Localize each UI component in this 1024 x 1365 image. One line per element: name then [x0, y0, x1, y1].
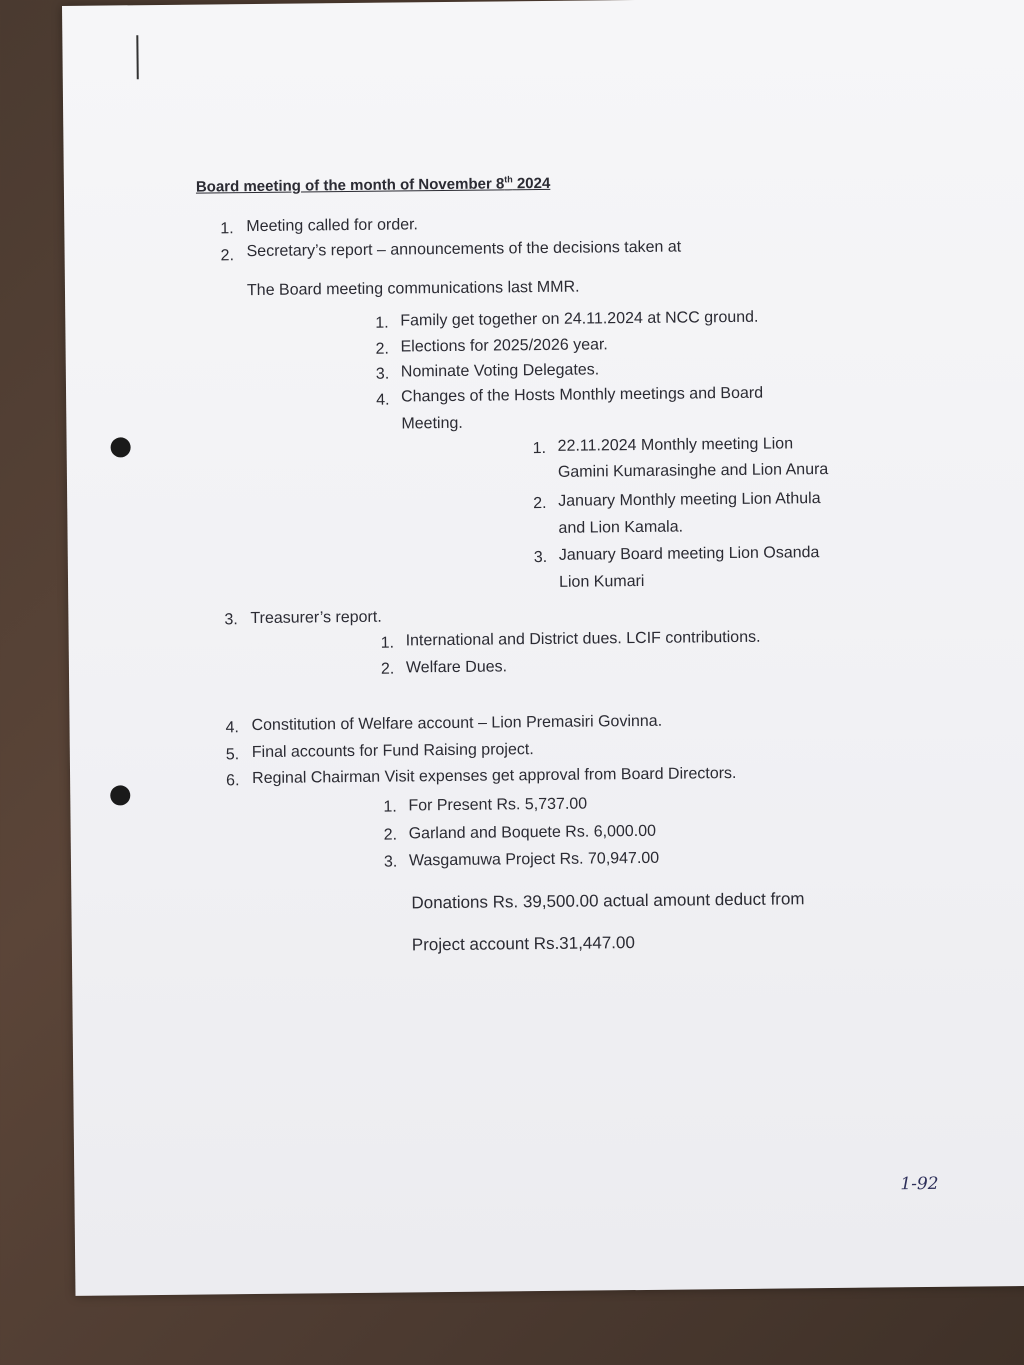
item-4-number: 4. — [225, 719, 239, 737]
item-3-sub-1-text: International and District dues. LCIF contributions. — [405, 628, 761, 650]
item-2-text: Secretary’s report – announcements of the decisions taken at — [246, 238, 682, 261]
punch-hole-bottom — [110, 785, 130, 805]
staple-mark — [136, 35, 138, 79]
item-2-sub-3-number: 3. — [375, 365, 390, 383]
item-2-continuation: The Board meeting communications last MMR. — [246, 278, 580, 300]
handwritten-page-mark: 1-92 — [900, 1173, 939, 1195]
item-2-sub-4-sub-1-number: 1. — [532, 439, 547, 458]
item-2-sub-4-sub-2-line1: January Monthly meeting Lion Athula — [558, 490, 821, 510]
item-2-sub-4-sub-1-line1: 22.11.2024 Monthly meeting Lion — [557, 435, 794, 455]
item-6-note-2: Project account Rs.31,447.00 — [411, 933, 635, 955]
item-2-sub-4-sub-3-line2: Lion Kumari — [558, 572, 645, 591]
item-2-sub-4-sub-2-line2: and Lion Kamala. — [558, 518, 684, 537]
item-2-sub-4-sub-1-line2: Gamini Kumarasinghe and Lion Anura — [557, 461, 829, 481]
item-3-number: 3. — [224, 611, 238, 629]
item-6-sub-2-number: 2. — [383, 826, 398, 844]
item-6-sub-1-number: 1. — [383, 798, 397, 816]
item-3-sub-1-number: 1. — [380, 634, 395, 652]
item-1-number: 1. — [220, 220, 234, 238]
item-2-sub-4-number: 4. — [376, 391, 390, 409]
item-1-text: Meeting called for order. — [246, 216, 419, 236]
item-5-number: 5. — [225, 746, 240, 764]
paper-sheet — [62, 0, 1024, 1296]
punch-hole-top — [111, 437, 131, 457]
item-2-sub-4-sub-3-line1: January Board meeting Lion Osanda — [558, 544, 820, 564]
item-6-sub-3-text: Wasgamuwa Project Rs. 70,947.00 — [408, 849, 660, 870]
item-6-number: 6. — [226, 772, 240, 790]
item-2-sub-1-text: Family get together on 24.11.2024 at NCC ground. — [400, 308, 759, 330]
item-2-sub-2-number: 2. — [375, 340, 390, 358]
item-2-number: 2. — [220, 247, 235, 265]
item-2-sub-4-sub-3-number: 3. — [533, 548, 548, 567]
item-6-note-1: Donations Rs. 39,500.00 actual amount deduct from — [411, 889, 805, 913]
item-3-sub-2-number: 2. — [380, 660, 395, 678]
item-5-text: Final accounts for Fund Raising project. — [251, 741, 534, 762]
item-2-sub-2-text: Elections for 2025/2026 year. — [400, 336, 608, 356]
item-6-sub-1-text: For Present Rs. 5,737.00 — [408, 795, 588, 815]
item-2-sub-4-sub-2-number: 2. — [533, 494, 547, 513]
item-2-sub-4-text: Changes of the Hosts Monthly meetings and Board — [401, 384, 764, 406]
item-6-text: Reginal Chairman Visit expenses get approval from Board Directors. — [252, 764, 737, 788]
item-2-sub-3-text: Nominate Voting Delegates. — [400, 361, 600, 381]
item-6-sub-3-number: 3. — [383, 853, 398, 871]
item-4-text: Constitution of Welfare account – Lion Premasiri Govinna. — [251, 712, 663, 735]
item-2-sub-4-text-cont: Meeting. — [401, 414, 463, 433]
item-6-sub-2-text: Garland and Boquete Rs. 6,000.00 — [408, 822, 657, 843]
item-3-sub-2-text: Welfare Dues. — [405, 658, 508, 677]
item-3-text: Treasurer’s report. — [250, 608, 382, 628]
item-2-sub-1-number: 1. — [375, 314, 389, 332]
document-title: Board meeting of the month of November 8th 2024 — [195, 174, 551, 196]
